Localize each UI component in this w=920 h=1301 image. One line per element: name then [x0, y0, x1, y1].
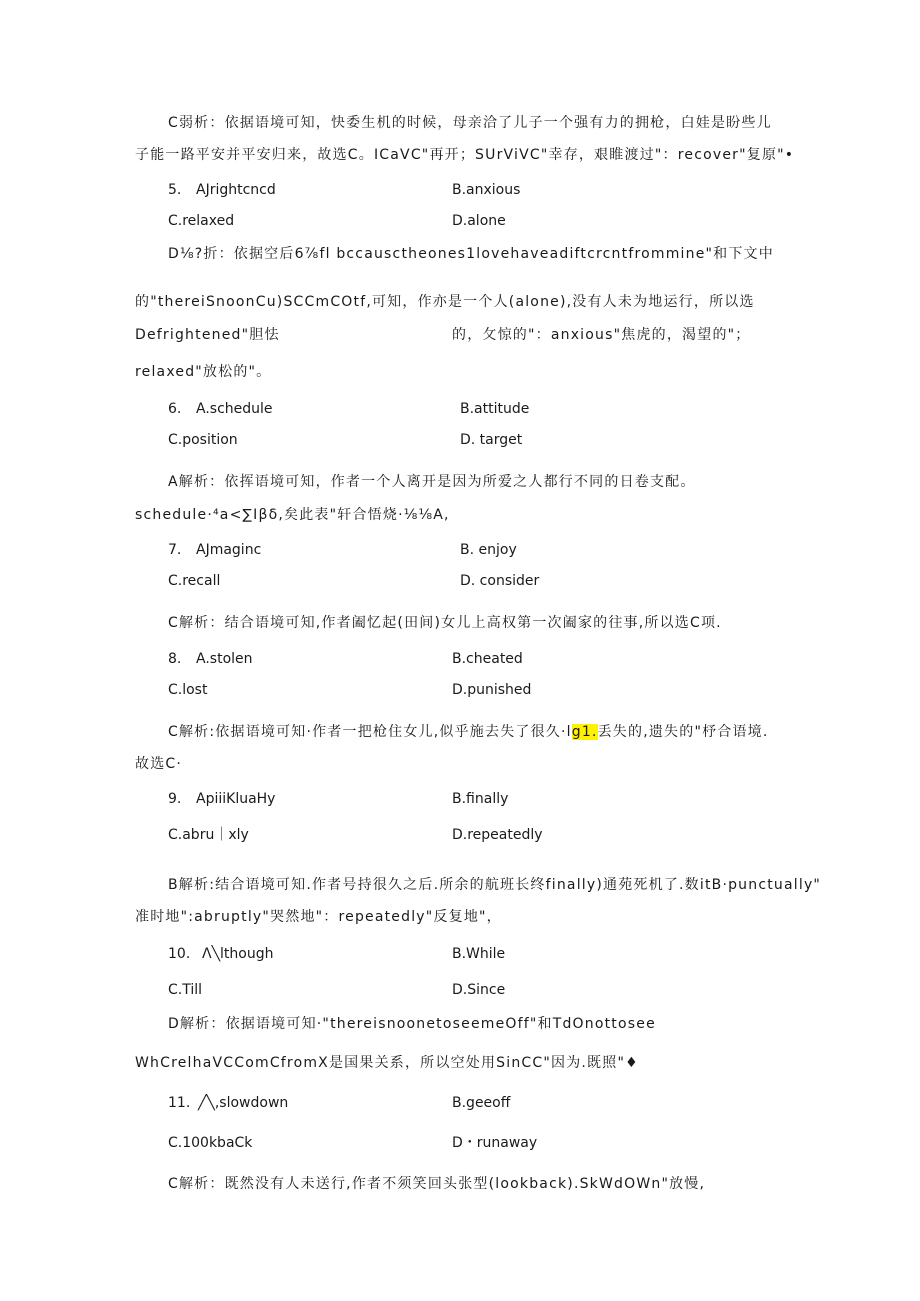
question-7-number: 7.	[168, 542, 182, 558]
question-7-option-c: C.recall	[168, 573, 221, 589]
question-11-option-b: B.geeoff	[452, 1095, 511, 1111]
analysis-4-line-2: 子能一路平安并平安归来，故选C。ICaVC"再开；SUrViVC"幸存，艰睢渡过"：recover"复原"•	[135, 147, 795, 163]
analysis-5-line-4: relaxed"放松的"。	[135, 364, 272, 380]
question-6-number: 6.	[168, 401, 182, 417]
question-5-number: 5.	[168, 182, 182, 198]
analysis-8-line-1	[168, 722, 769, 742]
question-6-option-d: D. target	[460, 432, 523, 448]
analysis-9-line-1: B解析:结合语境可知.作者号持很久之后.所余的航班长终finally)通苑死机了.数itB·punctually"	[168, 877, 822, 893]
highlighted-text: g1.	[571, 724, 598, 740]
analysis-11-line-1: C解析：既然没有人未送行,作者不须笑回头张型(lookback).SkWdOWn"放慢,	[168, 1176, 706, 1192]
question-6-option-b: B.attitude	[460, 401, 530, 417]
analysis-5-line-1: D⅛?折：依据空后6⅞fl bccausctheones1lovehaveadiftcrcntfrommine"和下文中	[168, 246, 774, 262]
question-6-option-c: C.position	[168, 432, 238, 448]
analysis-10-line-1: D解析：依据语境可知·"thereisnoonetoseemeOff"和TdOnottosee	[168, 1016, 656, 1032]
question-5-option-a: AJrightcncd	[196, 182, 276, 198]
question-9-number: 9.	[168, 791, 182, 807]
analysis-8-line-1-part-1: C解析:依据语境可知·作者一把枪住女儿,似乎施去失了很久·l	[168, 724, 572, 740]
question-10-option-a: Λ╲lthough	[202, 946, 274, 962]
analysis-5-line-2: 的"thereiSnoonCu)SCCmCOtf,可知，作亦是一个人(alone),没有人未为地运行，所以选	[135, 294, 755, 310]
analysis-8-line-1-part-2: 丢失的,遗失的"杼合语境.	[597, 724, 769, 740]
analysis-9-line-2: 准时地":abruptly"哭然地"：repeatedly"反复地"，	[135, 909, 502, 925]
question-11-option-c: C.100kbaCk	[168, 1135, 253, 1151]
analysis-7-line-1: C解析：结合语境可知,作者阖忆起(田间)女儿上高权第一次阖家的往事,所以选C项.	[168, 615, 722, 631]
question-9-option-a: ApiiiKluaHy	[196, 791, 276, 807]
analysis-10-line-2: WhCrelhaVCComCfromX是国果关系，所以空处用SinCC"因为.既照"♦	[135, 1055, 639, 1071]
question-7-option-d: D. consider	[460, 573, 540, 589]
question-8-option-d: D.punished	[452, 682, 532, 698]
question-5-option-d: D.alone	[452, 213, 506, 229]
question-8-number: 8.	[168, 651, 182, 667]
analysis-4-line-1: C弱析：依据语境可知，快委生机的时候，母亲洽了儿子一个强有力的拥枪，白娃是盼些儿	[168, 115, 772, 131]
question-5-option-b: B.anxious	[452, 182, 521, 198]
question-7-option-b: B. enjoy	[460, 542, 517, 558]
question-11-option-a: ╱╲,slowdown	[198, 1095, 289, 1111]
question-10-option-b: B.While	[452, 946, 506, 962]
question-8-option-b: B.cheated	[452, 651, 523, 667]
question-9-option-c: C.abru｜xly	[168, 827, 249, 843]
question-9-option-d: D.repeatedly	[452, 827, 543, 843]
question-5-option-c: C.relaxed	[168, 213, 235, 229]
question-8-option-c: C.lost	[168, 682, 208, 698]
question-6-option-a: A.schedule	[196, 401, 273, 417]
question-10-option-d: D.Since	[452, 982, 506, 998]
question-10-number: 10.	[168, 946, 191, 962]
question-8-option-a: A.stolen	[196, 651, 253, 667]
analysis-5-line-3a: Defrightened"胆怯	[135, 327, 280, 343]
question-11-option-d: D・runaway	[452, 1135, 538, 1151]
analysis-6-line-1: A解析：依挥语境可知，作者一个人离开是因为所爱之人都行不同的日卷支配。	[168, 474, 696, 490]
analysis-8-line-2: 故选C·	[135, 756, 183, 772]
analysis-5-line-3b: 的，攵惊的"：anxious"焦虎的，渴望的"；	[452, 327, 751, 343]
question-7-option-a: AJmaginc	[196, 542, 262, 558]
question-9-option-b: B.finally	[452, 791, 509, 807]
question-11-number: 11.	[168, 1095, 191, 1111]
analysis-6-line-2: schedule·⁴a<∑Iβδ,矣此表"轩合悟烧·⅛⅛A,	[135, 507, 450, 523]
question-10-option-c: C.Till	[168, 982, 203, 998]
